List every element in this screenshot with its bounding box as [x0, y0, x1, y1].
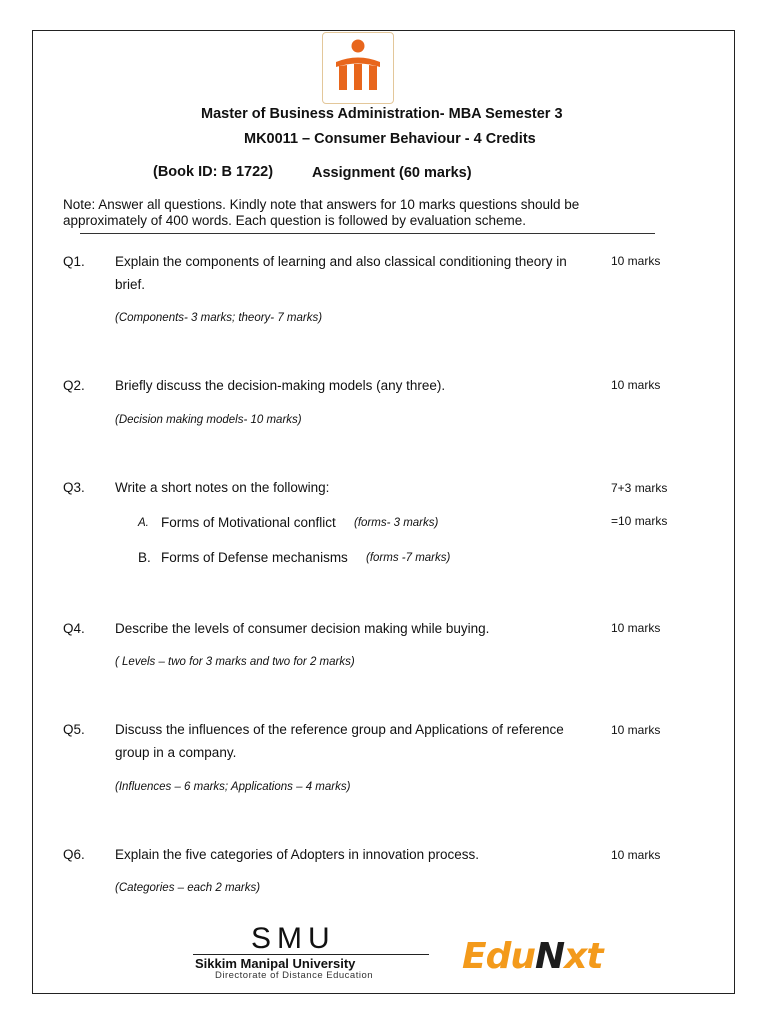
question-text: Discuss the influences of the reference group and Applications of reference group in a company.	[115, 722, 564, 760]
question-marks-total: =10 marks	[611, 514, 668, 528]
assignment-title: Assignment (60 marks)	[312, 165, 472, 181]
sub-item-text: Forms of Motivational conflict	[161, 515, 336, 530]
question-text: Describe the levels of consumer decision making while buying.	[115, 621, 490, 636]
smu-name: Sikkim Manipal University	[195, 956, 356, 971]
program-title: Master of Business Administration- MBA Semester 3	[201, 106, 563, 122]
question-number: Q2.	[63, 378, 85, 393]
smu-rule	[193, 954, 429, 955]
question-marks: 7+3 marks	[611, 481, 668, 495]
question-number: Q1.	[63, 254, 85, 269]
question-number: Q6.	[63, 847, 85, 862]
smu-footer-logo	[193, 922, 431, 982]
smu-subtitle: Directorate of Distance Education	[215, 970, 374, 981]
question-text: Explain the five categories of Adopters in innovation process.	[115, 847, 479, 862]
question-text: Briefly discuss the decision-making models (any three).	[115, 378, 446, 393]
evaluation-scheme: (Components- 3 marks; theory- 7 marks)	[115, 312, 323, 324]
evaluation-scheme: (Categories – each 2 marks)	[115, 882, 261, 894]
question-marks: 10 marks	[611, 378, 661, 392]
question-marks: 10 marks	[611, 254, 661, 268]
book-id: (Book ID: B 1722)	[153, 164, 274, 180]
evaluation-scheme: (Decision making models- 10 marks)	[115, 414, 302, 426]
sub-item-label: B.	[138, 550, 151, 565]
evaluation-scheme: ( Levels – two for 3 marks and two for 2 marks)	[115, 656, 355, 668]
sub-item-text: Forms of Defense mechanisms	[161, 550, 348, 565]
question-marks: 10 marks	[611, 621, 661, 635]
divider	[80, 233, 655, 234]
evaluation-scheme: (Influences – 6 marks; Applications – 4 marks)	[115, 781, 351, 793]
instructions-note: Note: Answer all questions. Kindly note that answers for 10 marks questions should be approximately of 400 words. Each question is followed by evaluation scheme.	[63, 197, 580, 228]
smu-letters: SMU	[251, 922, 336, 955]
question-text: Write a short notes on the following:	[115, 480, 330, 495]
sub-item-label: A.	[138, 517, 149, 529]
question-marks: 10 marks	[611, 848, 661, 862]
edunxt-part-edu: Edu	[462, 936, 535, 977]
evaluation-scheme: (forms -7 marks)	[366, 552, 451, 564]
question-number: Q3.	[63, 480, 85, 495]
course-title: MK0011 – Consumer Behaviour - 4 Credits	[244, 131, 536, 147]
question-text: Explain the components of learning and also classical conditioning theory in brief.	[115, 254, 567, 292]
smu-emblem-icon	[323, 33, 393, 103]
question-marks: 10 marks	[611, 723, 661, 737]
edunxt-logo	[462, 936, 603, 977]
question-number: Q5.	[63, 722, 85, 737]
evaluation-scheme: (forms- 3 marks)	[354, 517, 439, 529]
edunxt-part-xt: xt	[564, 936, 603, 977]
edunxt-part-n: N	[535, 936, 565, 977]
university-logo	[322, 32, 394, 104]
question-number: Q4.	[63, 621, 85, 636]
